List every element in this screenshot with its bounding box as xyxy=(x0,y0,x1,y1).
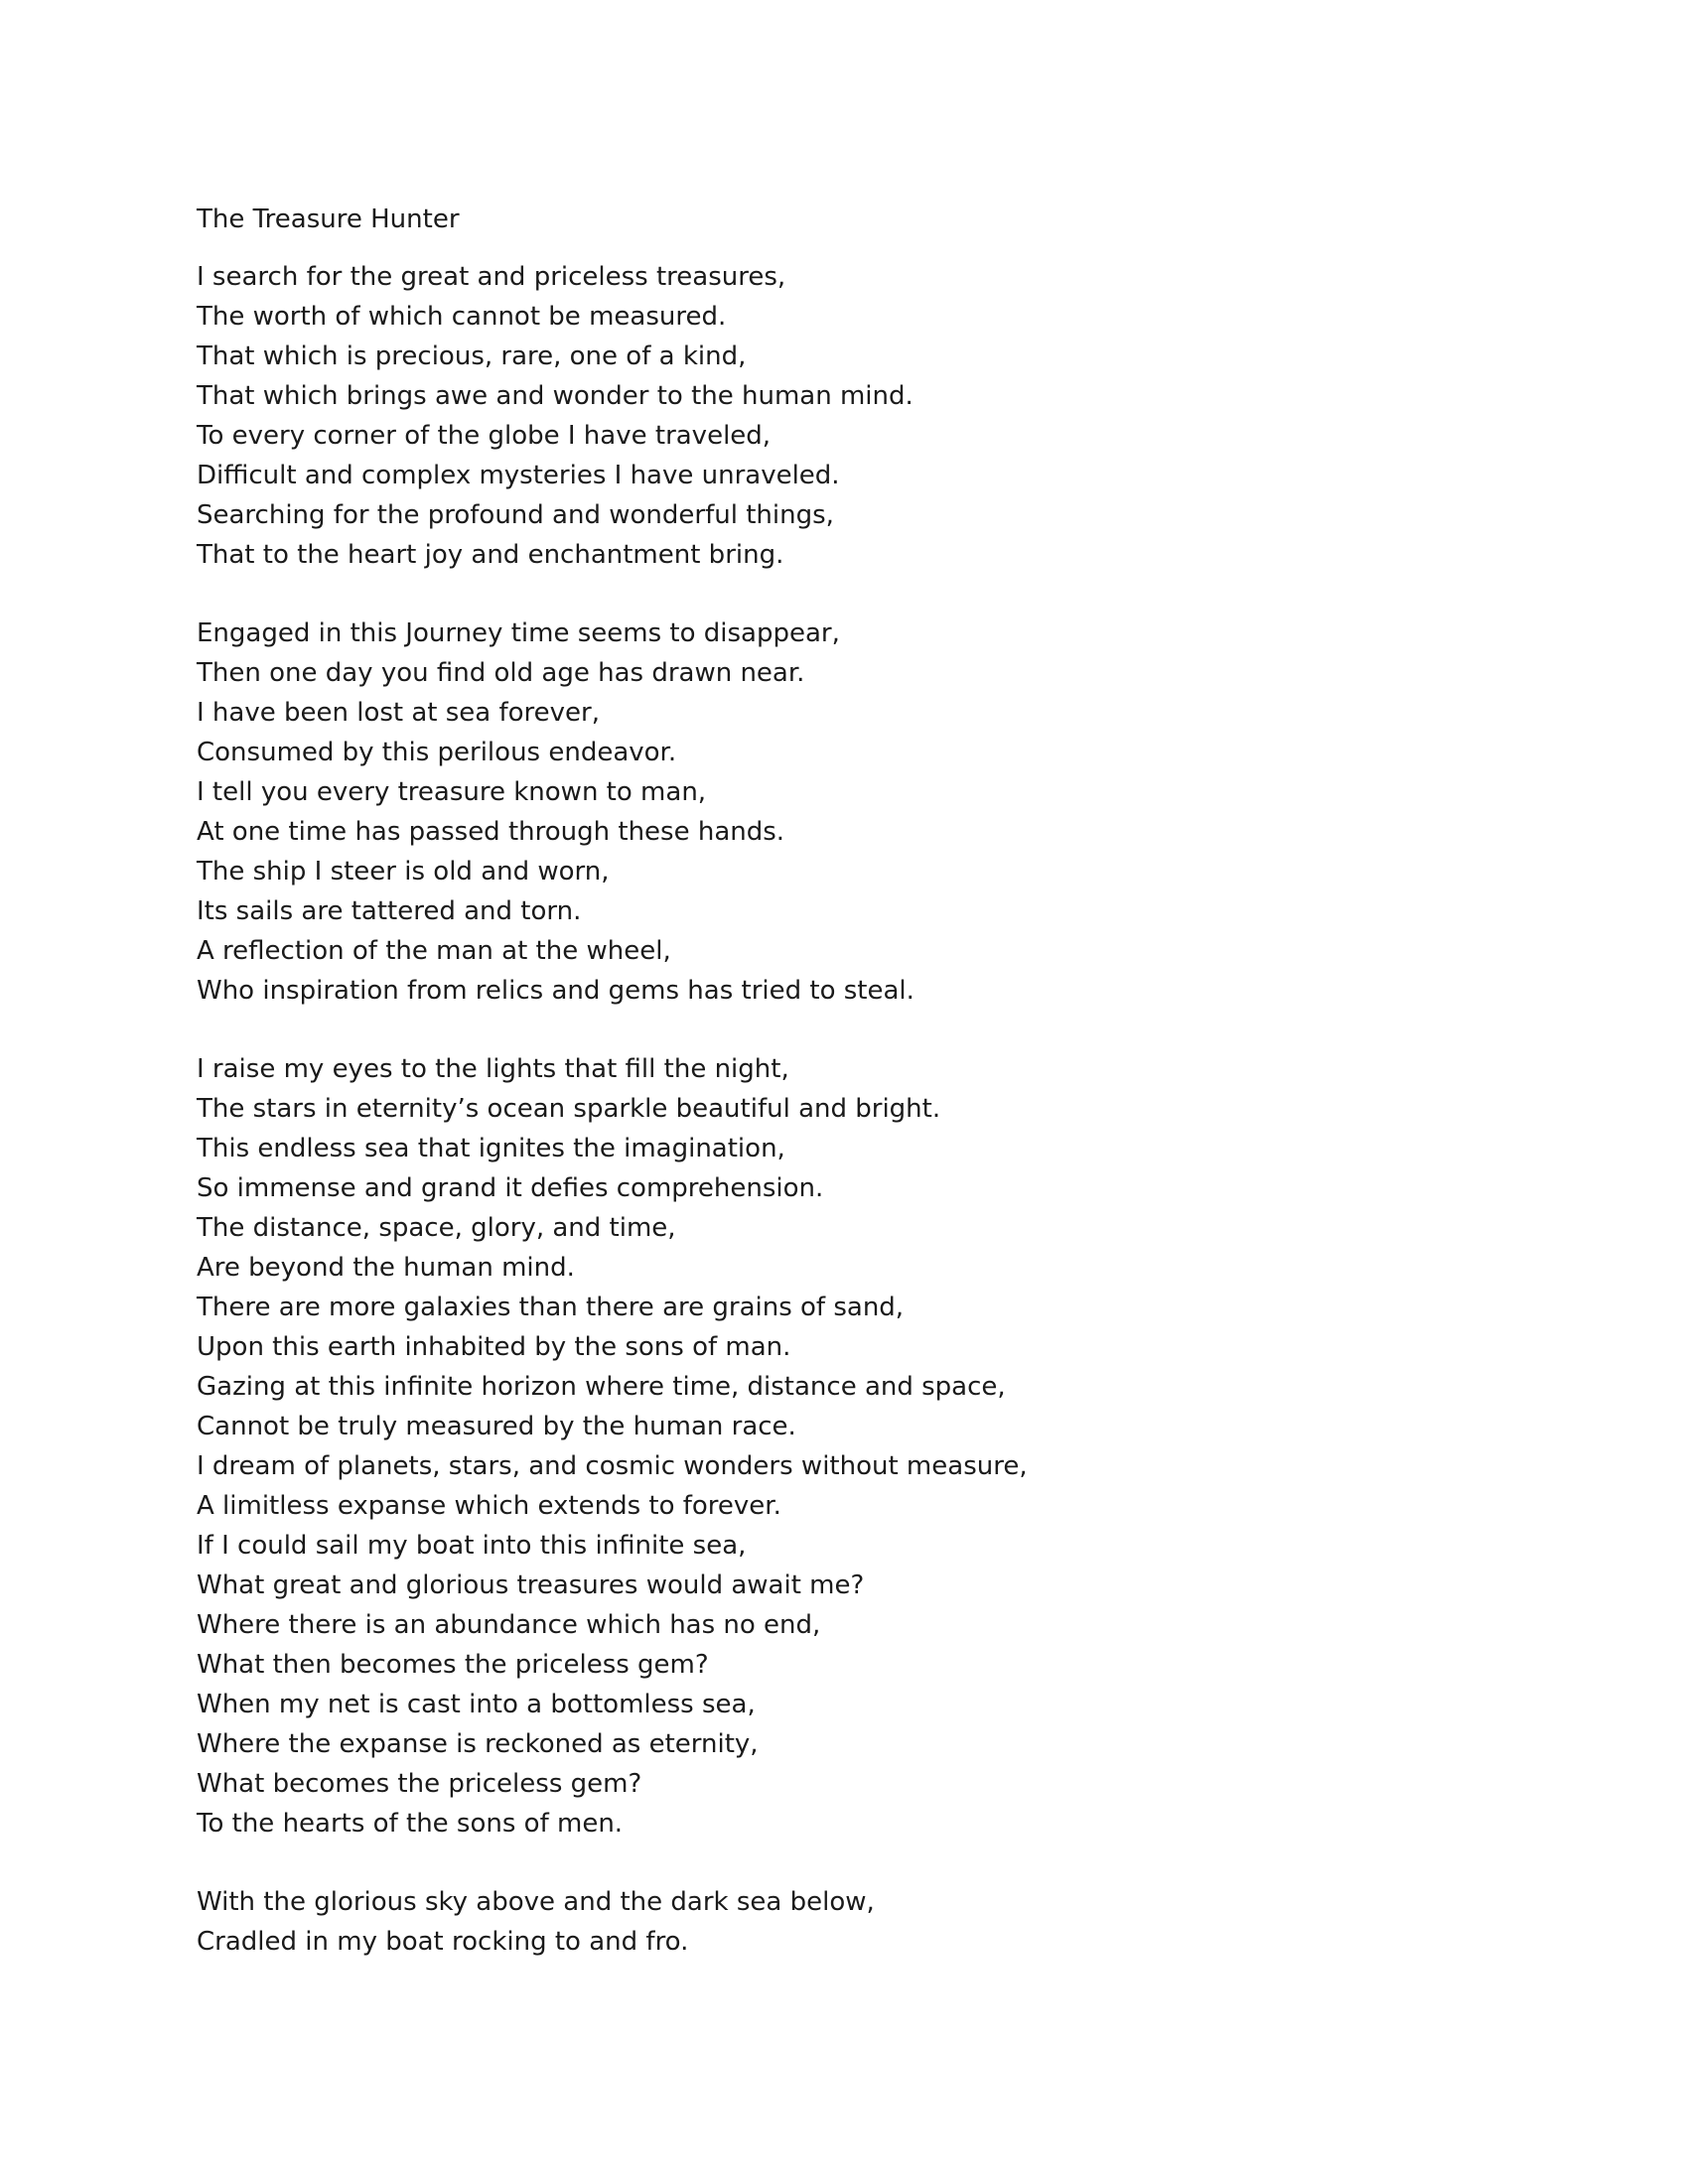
poem-line: Then one day you find old age has drawn near. xyxy=(197,658,805,688)
poem-line: With the glorious sky above and the dark sea below, xyxy=(197,1887,875,1917)
poem-line: That which brings awe and wonder to the human mind. xyxy=(197,381,914,411)
poem-title: The Treasure Hunter xyxy=(197,205,460,234)
poem-line: Engaged in this Journey time seems to disappear, xyxy=(197,618,840,648)
poem-line: The worth of which cannot be measured. xyxy=(197,302,727,332)
poem-line: A reflection of the man at the wheel, xyxy=(197,936,671,966)
poem-line: Searching for the profound and wonderful things, xyxy=(197,500,834,530)
poem-line: What great and glorious treasures would await me? xyxy=(197,1570,865,1600)
poem-line: I dream of planets, stars, and cosmic wonders without measure, xyxy=(197,1451,1028,1481)
stanza-2 xyxy=(197,614,1487,1011)
poem-line: When my net is cast into a bottomless sea, xyxy=(197,1690,756,1719)
poem-line: That to the heart joy and enchantment bring. xyxy=(197,540,784,570)
poem-line: The stars in eternity’s ocean sparkle beautiful and bright. xyxy=(197,1094,941,1124)
poem-line: I tell you every treasure known to man, xyxy=(197,777,707,807)
poem-line: This endless sea that ignites the imagination, xyxy=(197,1134,785,1163)
poem-line: Who inspiration from relics and gems has tried to steal. xyxy=(197,976,914,1006)
stanza-4 xyxy=(197,1882,1487,1962)
poem-line: The distance, space, glory, and time, xyxy=(197,1213,676,1243)
poem-line: I search for the great and priceless treasures, xyxy=(197,262,786,292)
poem-line: I have been lost at sea forever, xyxy=(197,698,601,728)
poem-line: Where the expanse is reckoned as eternity, xyxy=(197,1729,759,1759)
poem-line: So immense and grand it defies comprehension. xyxy=(197,1173,824,1203)
poem-line: To the hearts of the sons of men. xyxy=(197,1809,624,1839)
document-page xyxy=(197,202,1487,2000)
poem-line: Cannot be truly measured by the human race. xyxy=(197,1412,796,1441)
poem-line: There are more galaxies than there are grains of sand, xyxy=(197,1293,905,1322)
poem-line: What then becomes the priceless gem? xyxy=(197,1650,709,1680)
poem-line: What becomes the priceless gem? xyxy=(197,1769,642,1799)
stanza-3 xyxy=(197,1049,1487,1843)
poem-line: If I could sail my boat into this infinite sea, xyxy=(197,1531,747,1561)
poem-line: To every corner of the globe I have traveled, xyxy=(197,421,772,451)
stanza-1 xyxy=(197,257,1487,575)
poem-line: A limitless expanse which extends to forever. xyxy=(197,1491,781,1521)
poem-line: I raise my eyes to the lights that fill the night, xyxy=(197,1054,789,1084)
poem-line: Consumed by this perilous endeavor. xyxy=(197,738,677,767)
poem-line: That which is precious, rare, one of a kind, xyxy=(197,341,747,371)
poem-line: At one time has passed through these hands. xyxy=(197,817,785,847)
poem-line: Its sails are tattered and torn. xyxy=(197,896,582,926)
poem-line: Upon this earth inhabited by the sons of man. xyxy=(197,1332,791,1362)
poem-line: Are beyond the human mind. xyxy=(197,1253,575,1283)
poem-line: Difficult and complex mysteries I have unraveled. xyxy=(197,461,840,490)
poem-line: Cradled in my boat rocking to and fro. xyxy=(197,1927,689,1957)
poem-line: Gazing at this infinite horizon where time, distance and space, xyxy=(197,1372,1006,1402)
poem-line: Where there is an abundance which has no end, xyxy=(197,1610,821,1640)
poem-line: The ship I steer is old and worn, xyxy=(197,857,610,887)
